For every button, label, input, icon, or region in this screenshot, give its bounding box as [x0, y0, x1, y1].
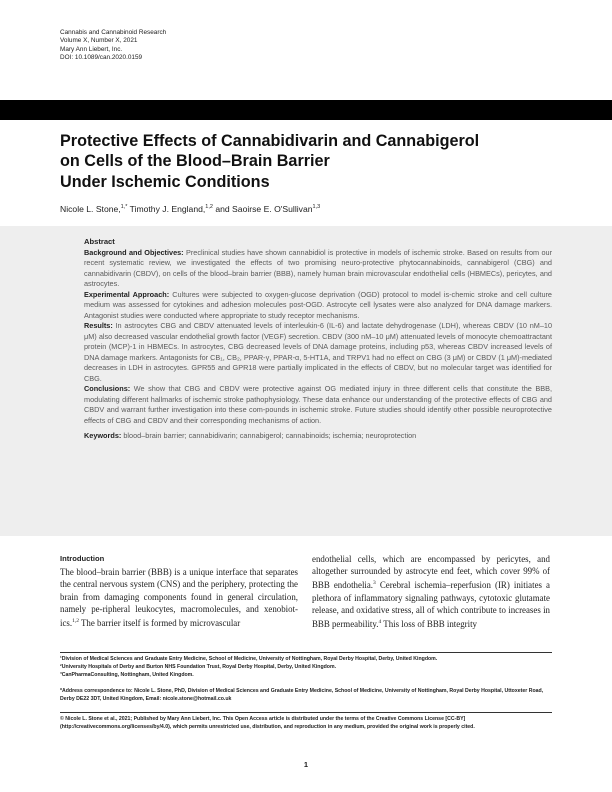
author-1-affiliation: 1,*: [120, 204, 128, 211]
body-paragraph-left: [60, 566, 298, 629]
affiliation-2: ²University Hospitals of Derby and Burton NHS Foundation Trust, Royal Derby Hospital, Derby, United Kingdom.: [60, 663, 337, 670]
page-number: 1: [303, 760, 309, 769]
body-text: Cerebral ischemia–reperfusion (IR) initiates a plethora of inflammatory signaling pathways, cytotoxic glutamate release, and oxidative stress, all of which contribute to increases in BBB permeability.: [312, 580, 550, 629]
keywords-text: blood–brain barrier; cannabidivarin; cannabigerol; cannabinoids; ischemia; neuroprotection: [123, 431, 417, 440]
abstract-results: [84, 321, 552, 384]
approach-text: Cultures were subjected to oxygen-glucose deprivation (OGD) protocol to model is-chemic stroke and cell culture medium was assessed for cytokines and adhesion molecules post-OGD. Astrocyte cell lysates were also analyzed for DNA damage markers. Antagonist studies were conducted where appropriate to study receptor mechanisms.: [84, 289, 552, 320]
affiliations: [60, 656, 552, 679]
body-text: The barrier itself is formed by microvascular: [78, 617, 241, 628]
journal-doi[interactable]: DOI: 10.1089/can.2020.0159: [60, 54, 143, 62]
header-bar: [0, 100, 612, 120]
affiliation-3: ³CanPharmaConsulting, Nottingham, United Kingdom.: [60, 671, 194, 678]
author-list: [60, 204, 320, 214]
title-line-3: Under Ischemic Conditions: [60, 172, 270, 191]
abstract-content: [84, 237, 552, 442]
body-text: The blood–brain barrier (BBB) is a unique interface that separates the central nervous system (CNS) and the periphery, protecting the brain from damaging components found in general circulation, namely pe-ripheral leukocytes, macromolecules, and xenobiot-ics.: [60, 567, 298, 628]
background-label: Background and Objectives:: [84, 247, 184, 257]
approach-label: Experimental Approach:: [84, 289, 170, 299]
title-line-2: on Cells of the Blood–Brain Barrier: [60, 152, 330, 171]
journal-name: Cannabis and Cannabinoid Research: [60, 29, 167, 36]
abstract-background: [84, 248, 552, 290]
body-paragraph-right: [312, 553, 550, 630]
citation[interactable]: 1,2: [72, 618, 79, 625]
author-3[interactable]: and Saoirse E. O'Sullivan: [215, 204, 313, 214]
journal-meta: [60, 29, 166, 63]
author-2[interactable]: Timothy J. England,: [129, 204, 206, 214]
conclusions-text: We show that CBG and CBDV were protective against OG mediated injury in three different cells that constitute the BBB, modulating different hallmarks of ischemic stroke pathophysiology. These data enhance our understanding of the protective effects of CBG and CBDV and warrant further investigation into these com-pounds in ischemic stroke. Future studies should identify other possible neuroprotective effects of CBG and CBDV and their corresponding mechanisms of action.: [84, 384, 553, 425]
author-1[interactable]: Nicole L. Stone,: [60, 204, 121, 214]
license-divider: [60, 712, 552, 713]
author-3-affiliation: 1,3: [312, 204, 321, 211]
background-text: Preclinical studies have shown cannabidiol is protective in models of ischemic stroke. Based on results from our recent systematic review, we investigated the effects of two promising neuro-protective phytocannabinoids, cannabigerol (CBG) and cannabidivarin (CBDV), on cells of the blood–brain barrier (BBB), namely human brain microvascular endothelial cells (HBMECs), pericytes, and astrocytes.: [84, 247, 553, 288]
results-text: In astrocytes CBG and CBDV attenuated levels of interleukin-6 (IL-6) and lactate dehydrogenase (LDH), whereas CBDV (10 nM–10 μM) also decreased vascular endothelial growth factor (VEGF) secretion. CBDV (300 nM–10 μM) attenuated levels of monocyte chemoattractant protein (MCP)-1 in HBMECs. In astrocytes, CBG decreased levels of DNA damage proteins, including p53, whereas CBDV increased levels of DNA damage markers. Antagonists for CB₁, CB₂, PPAR-γ, PPAR-α, 5-HT1A, and TRPV1 had no effect on CBG (3 μM) or CBDV (1 μM)-mediated decreases in LDH in astrocytes. GPR55 and GPR18 were partially implicated in the effects of CBDV, but no molecular target was identified for CBG.: [84, 321, 553, 383]
results-label: Results:: [84, 321, 113, 330]
abstract-conclusions: [84, 384, 552, 426]
body-column-right: [312, 553, 550, 630]
abstract-keywords: [84, 431, 552, 442]
title-line-1: Protective Effects of Cannabidivarin and Cannabigerol: [60, 132, 480, 150]
body-column-left: [60, 553, 298, 629]
abstract-heading: Abstract: [84, 237, 115, 246]
affiliation-1: ¹Division of Medical Sciences and Graduate Entry Medicine, School of Medicine, University of Nottingham, Royal Derby Hospital, Derby, United Kingdom.: [60, 656, 438, 662]
author-2-affiliation: 1,2: [205, 204, 213, 211]
journal-volume: Volume X, Number X, 2021: [60, 37, 138, 45]
citation[interactable]: 4: [378, 618, 382, 625]
abstract-box: [0, 226, 612, 536]
abstract-approach: [84, 290, 552, 322]
body-text: This loss of BBB integrity: [381, 618, 477, 629]
license-note: © Nicole L. Stone et al., 2021; Published by Mary Ann Liebert, Inc. This Open Access article is distributed under the terms of the Creative Commons License [CC-BY] (http://creativecommons.org/licenses/by/4.0), which permits unrestricted use, distribution, and reproduction in any medium, provided the original work is properly cited.: [60, 716, 475, 730]
conclusions-label: Conclusions:: [84, 384, 131, 393]
keywords-label: Keywords:: [84, 431, 122, 440]
journal-publisher: Mary Ann Liebert, Inc.: [60, 45, 123, 53]
introduction-heading: Introduction: [60, 554, 105, 563]
footnote-divider: [60, 652, 552, 653]
body-text: endothelial cells, which are encompassed by pericytes, and altogether surrounded by astrocyte end feet, which cover 99% of BBB endothelia.: [312, 554, 550, 591]
citation[interactable]: 3: [373, 580, 376, 587]
correspondence-note: *Address correspondence to: Nicole L. Stone, PhD, Division of Medical Sciences and Graduate Entry Medicine, School of Medicine, University of Nottingham, Royal Derby Hospital, Uttoxeter Road, Derby DE22 3DT, United Kingdom, Email: nicole.stone@hotmail.co.uk: [60, 688, 544, 702]
article-title: [60, 131, 530, 192]
